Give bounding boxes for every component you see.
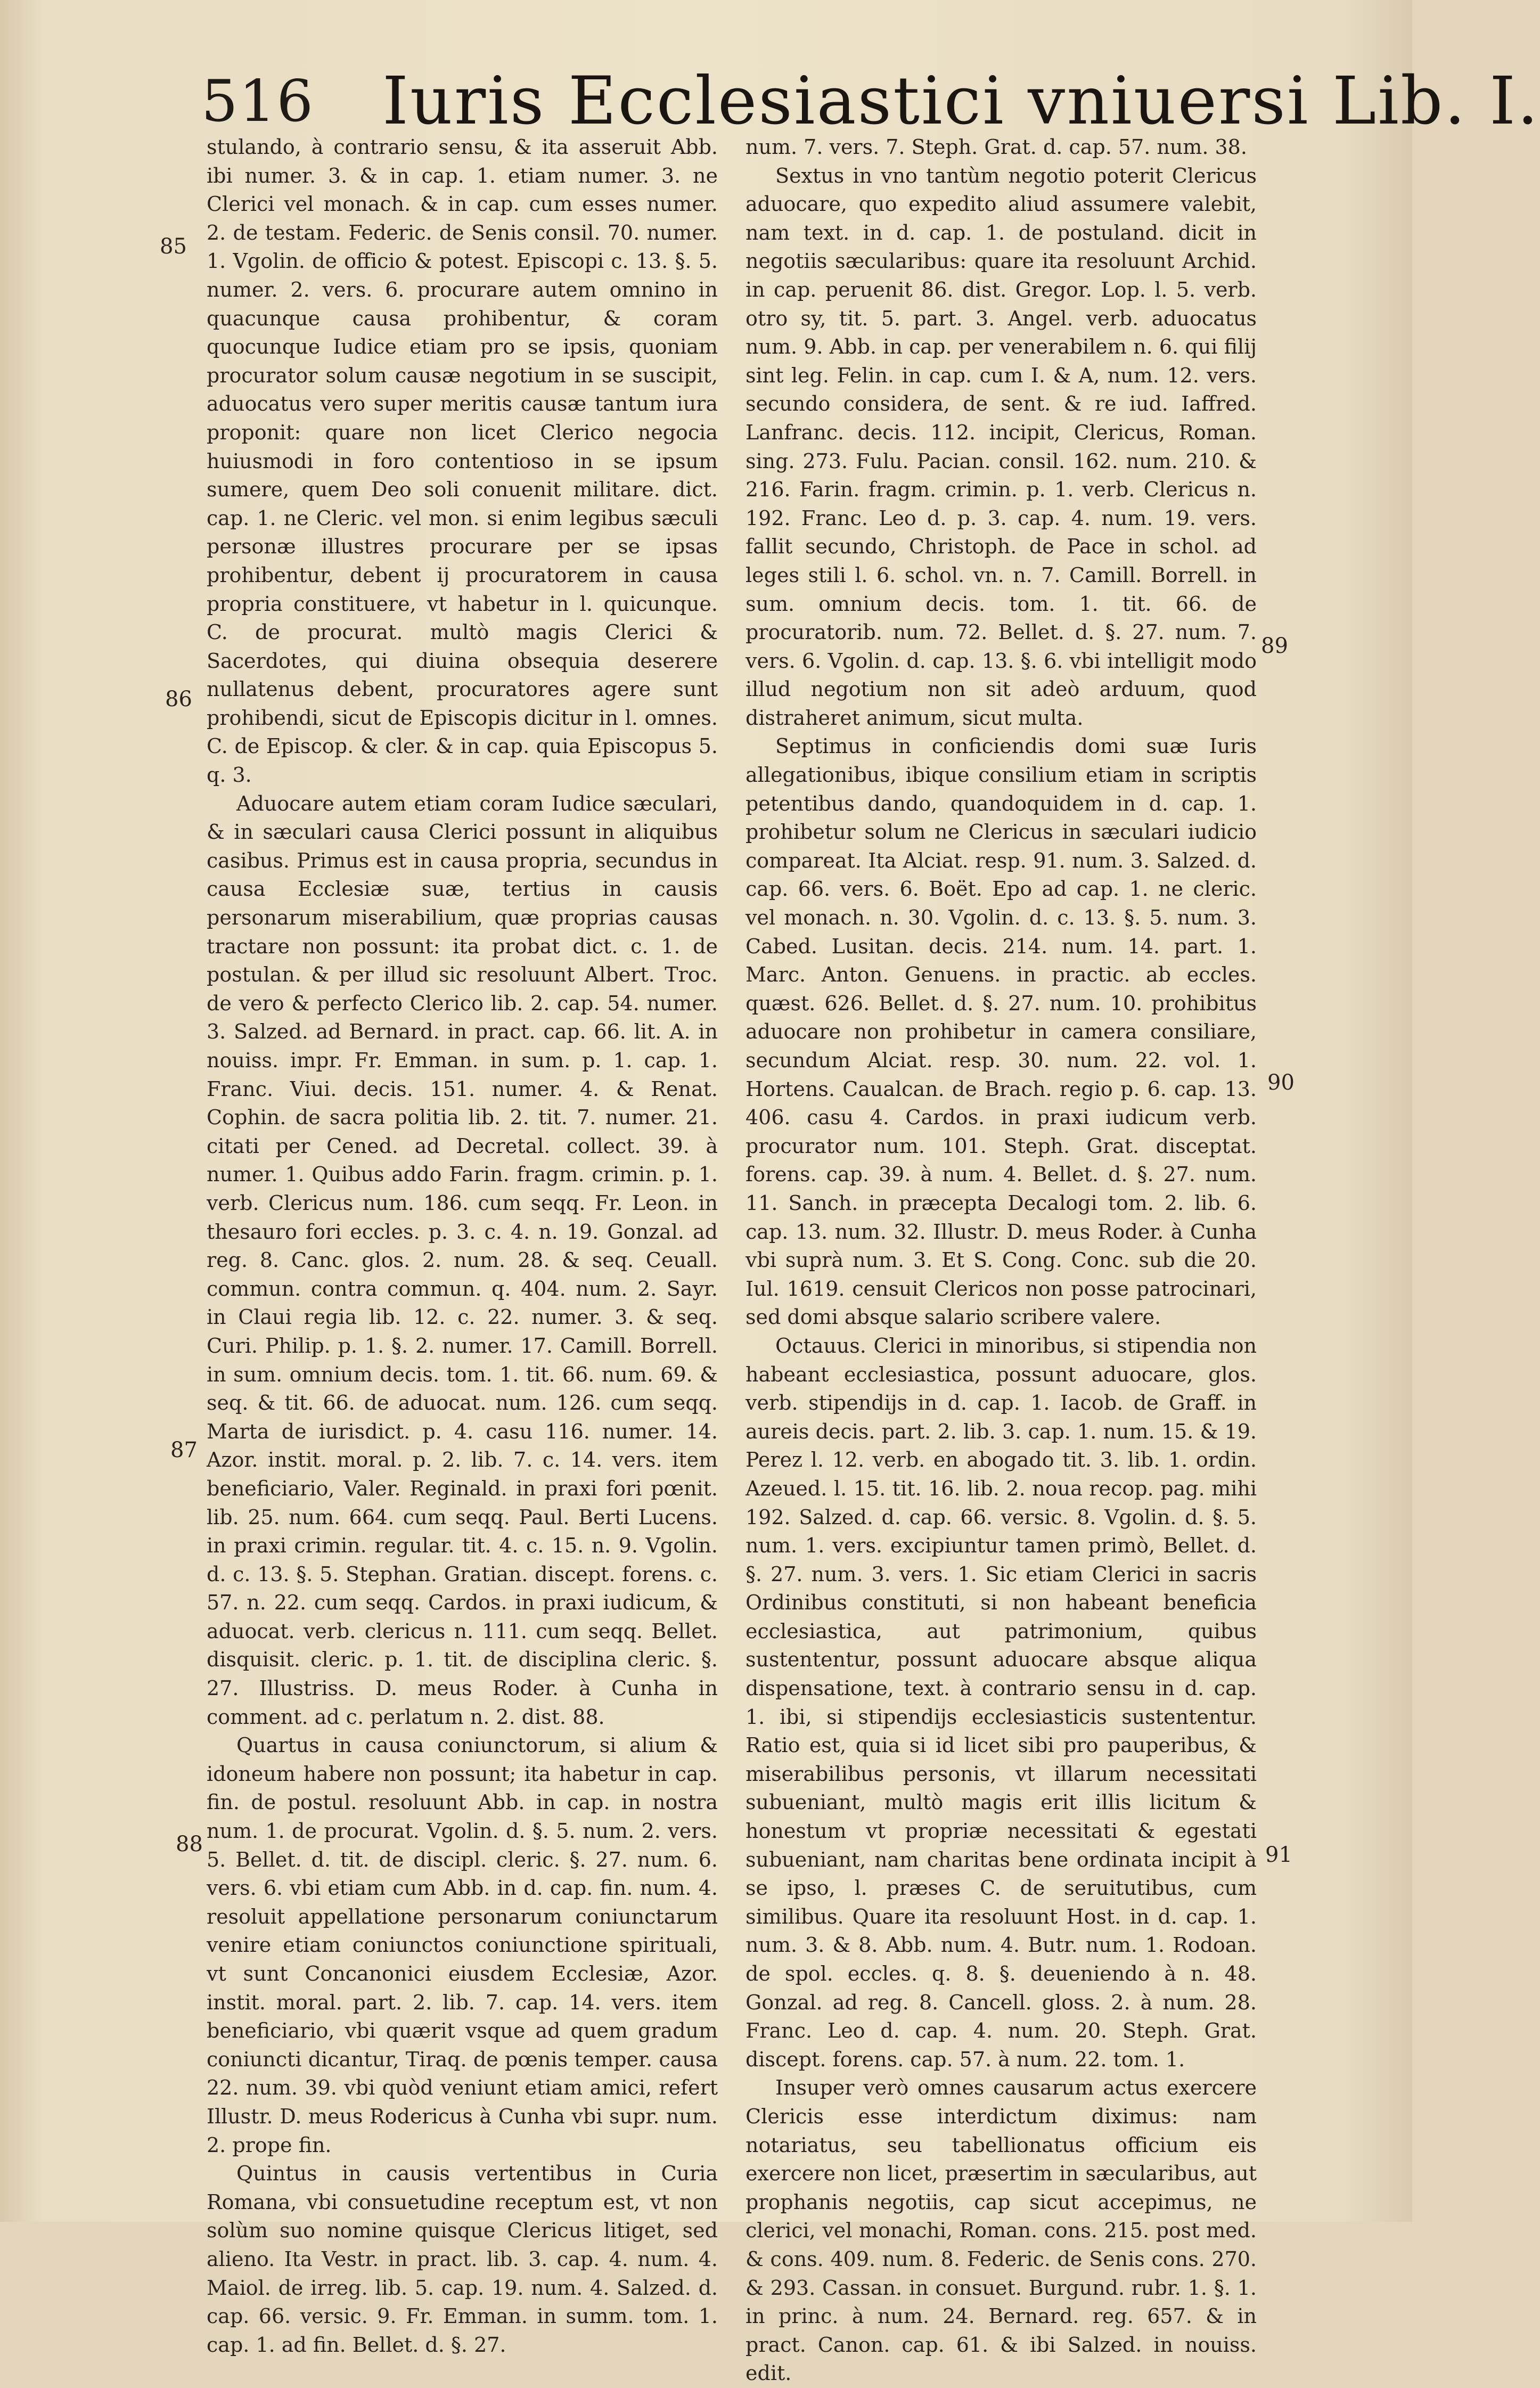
right-paragraph-5: Insuper verò omnes causarum actus exercere Clericis esse interdictum diximus: nam notariatus, seu tabellionatus officium eis exercere non licet, præsertim in sæcularibus, aut prophanis negotiis, cap sicut accepimus, ne clerici, vel monachi, Roman. cons. 215. post med. & cons. 409. num. 8. Federic. de Senis cons. 270. & 293. Cassan. in consuet. Burgund. rubr. 1. §. 1. in princ. à num. 24. Bernard. reg. 657. & in pract. Canon. cap. 61. & ibi Salzed. in nouiss. edit.	[746, 2076, 1257, 2385]
right-paragraph-2: Sextus in vno tantùm negotio poterit Clericus aduocare, quo expedito aliud assumere valebit, nam text. in d. cap. 1. de postuland. dicit in negotiis sæcularibus: quare ita resoluunt Archid. in cap. peruenit 86. dist. Gregor. Lop. l. 5. verb. otro sy, tit. 5. part. 3. Angel. verb. aduocatus num. 9. Abb. in cap. per venerabilem n. 6. qui filij sint leg. Felin. in cap. cum I. & A, num. 12. vers. secundo considera, de sent. & re iud. Iaffred. Lanfranc. decis. 112. incipit, Clericus, Roman. sing. 273. Fulu. Pacian. consil. 162. num. 210. & 216. Farin. fragm. crimin. p. 1. verb. Clericus n. 192. Franc. Leo d. p. 3. cap. 4. num. 19. vers. fallit secundo, Christoph. de Pace in schol. ad leges stili l. 6. schol. vn. n. 7. Camill. Borrell. in sum. omnium decis. tom. 1. tit. 66. de procuratorib. num. 72. Bellet. d. §. 27. num. 7. vers. 6. Vgolin. d. cap. 13. §. 6. vbi intelligit modo illud negotium non sit adeò arduum, quod distraheret animum, sicut multa.	[746, 163, 1257, 730]
left-paragraph-1: stulando, à contrario sensu, & ita asseruit Abb. ibi numer. 3. & in cap. 1. etiam numer. 3. ne Clerici vel monach. & in cap. cum esses numer. 2. de testam. Federic. de Senis consil. 70. numer. 1. Vgolin. de officio & potest. Episcopi c. 13. §. 5. numer. 2. vers. 6. procurare autem omnino in quacunque causa prohibentur, & coram quocunque Iudice etiam pro se ipsis, quoniam procurator solum causæ negotium in se suscipit, aduocatus vero super meritis causæ tantum iura proponit: quare non licet Clerico negocia huiusmodi in foro contentioso in se ipsum sumere, quem Deo soli conuenit militare. dict. cap. 1. ne Cleric. vel mon. si enim legibus sæculi personæ illustres procurare per se ipsas prohibentur, debent ij procuratorem in causa propria constituere, vt habetur in l. quicunque. C. de procurat. multò magis Clerici & Sacerdotes, qui diuina obsequia deserere nullatenus debent, procuratores agere sunt prohibendi, sicut de Episcopis dicitur in l. omnes. C. de Episcop. & cler. & in cap. quia Episcopus 5. q. 3.	[207, 135, 718, 787]
left-paragraph-4: Quintus in causis vertentibus in Curia Romana, vbi consuetudine receptum est, vt non solùm suo nomine quisque Clericus litiget, sed alieno. Ita Vestr. in pract. lib. 3. cap. 4. num. 4. Maiol. de irreg. lib. 5. cap. 19. num. 4. Salzed. d. cap. 66. versic. 9. Fr. Emman. in summ. tom. 1. cap. 1. ad fin. Bellet. d. §. 27.	[207, 2162, 718, 2357]
right-column	[746, 133, 1257, 2388]
margin-number-86: 86	[165, 687, 192, 712]
margin-number-90: 90	[1267, 1070, 1295, 1095]
right-paragraph-1: num. 7. vers. 7. Steph. Grat. d. cap. 57. num. 38.	[746, 135, 1247, 159]
margin-number-91: 91	[1265, 1843, 1292, 1867]
page-header	[201, 63, 1540, 143]
margin-number-88: 88	[176, 1832, 203, 1857]
left-column	[207, 133, 718, 2359]
left-paragraph-2: Aduocare autem etiam coram Iudice sæculari, & in sæculari causa Clerici possunt in aliquibus casibus. Primus est in causa propria, secundus in causa Ecclesiæ suæ, tertius in causis personarum miserabilium, quæ proprias causas tractare non possunt: ita probat dict. c. 1. de postulan. & per illud sic resoluunt Albert. Troc. de vero & perfecto Clerico lib. 2. cap. 54. numer. 3. Salzed. ad Bernard. in pract. cap. 66. lit. A. in nouiss. impr. Fr. Emman. in sum. p. 1. cap. 1. Franc. Viui. decis. 151. numer. 4. & Renat. Cophin. de sacra politia lib. 2. tit. 7. numer. 21. citati per Cened. ad Decretal. collect. 39. à numer. 1. Quibus addo Farin. fragm. crimin. p. 1. verb. Clericus num. 186. cum seqq. Fr. Leon. in thesauro fori eccles. p. 3. c. 4. n. 19. Gonzal. ad reg. 8. Canc. glos. 2. num. 28. & seq. Ceuall. commun. contra commun. q. 404. num. 2. Sayr. in Claui regia lib. 12. c. 22. numer. 3. & seq. Curi. Philip. p. 1. §. 2. numer. 17. Camill. Borrell. in sum. omnium decis. tom. 1. tit. 66. num. 69. & seq. & tit. 66. de aduocat. num. 126. cum seqq. Marta de iurisdict. p. 4. casu 116. numer. 14. Azor. instit. moral. p. 2. lib. 7. c. 14. vers. item beneficiario, Valer. Reginald. in praxi fori pœnit. lib. 25. num. 664. cum seqq. Paul. Berti Lucens. in praxi crimin. regular. tit. 4. c. 15. n. 9. Vgolin. d. c. 13. §. 5. Stephan. Gratian. discept. forens. c. 57. n. 22. cum seqq. Cardos. in praxi iudicum, & aduocat. verb. clericus n. 111. cum seqq. Bellet. disquisit. cleric. p. 1. tit. de disciplina cleric. §. 27. Illustriss. D. meus Roder. à Cunha in comment. ad c. perlatum n. 2. dist. 88.	[207, 791, 718, 1729]
running-title: Iuris Ecclesiastici vniuersi Lib. I.	[382, 63, 1540, 140]
page-number: 516	[201, 68, 315, 135]
right-paragraph-4: Octauus. Clerici in minoribus, si stipendia non habeant ecclesiastica, possunt aduocare, glos. verb. stipendijs in d. cap. 1. Iacob. de Graff. in aureis decis. part. 2. lib. 3. cap. 1. num. 15. & 19. Perez l. 12. verb. en abogado tit. 3. lib. 1. ordin. Azeued. l. 15. tit. 16. lib. 2. noua recop. pag. mihi 192. Salzed. d. cap. 66. versic. 8. Vgolin. d. §. 5. num. 1. vers. excipiuntur tamen primò, Bellet. d. §. 27. num. 3. vers. 1. Sic etiam Clerici in sacris Ordinibus constituti, si non habeant beneficia ecclesiastica, aut patrimonium, quibus sustententur, possunt aduocare absque aliqua dispensatione, text. à contrario sensu in d. cap. 1. ibi, si stipendijs ecclesiasticis sustententur. Ratio est, quia si id licet sibi pro pauperibus, & miserabilibus personis, vt illarum necessitati subueniant, multò magis erit illis licitum & honestum vt propriæ necessitati & egestati subueniant, nam charitas bene ordinata incipit à se ipso, l. præses C. de seruitutibus, cum similibus. Quare ita resoluunt Host. in d. cap. 1. num. 3. & 8. Abb. num. 4. Butr. num. 1. Rodoan. de spol. eccles. q. 8. §. deueniendo à n. 48. Gonzal. ad reg. 8. Cancell. gloss. 2. à num. 28. Franc. Leo d. cap. 4. num. 20. Steph. Grat. discept. forens. cap. 57. à num. 22. tom. 1.	[746, 1334, 1257, 2071]
right-paragraph-3: Septimus in conficiendis domi suæ Iuris allegationibus, ibique consilium etiam in scriptis petentibus dando, quandoquidem in d. cap. 1. prohibetur solum ne Clericus in sæculari iudicio compareat. Ita Alciat. resp. 91. num. 3. Salzed. d. cap. 66. vers. 6. Boët. Epo ad cap. 1. ne cleric. vel monach. n. 30. Vgolin. d. c. 13. §. 5. num. 3. Cabed. Lusitan. decis. 214. num. 14. part. 1. Marc. Anton. Genuens. in practic. ab eccles. quæst. 626. Bellet. d. §. 27. num. 10. prohibitus aduocare non prohibetur in camera consiliare, secundum Alciat. resp. 30. num. 22. vol. 1. Hortens. Caualcan. de Brach. regio p. 6. cap. 13. 406. casu 4. Cardos. in praxi iudicum verb. procurator num. 101. Steph. Grat. disceptat. forens. cap. 39. à num. 4. Bellet. d. §. 27. num. 11. Sanch. in præcepta Decalogi tom. 2. lib. 6. cap. 13. num. 32. Illustr. D. meus Roder. à Cunha vbi suprà num. 3. Et S. Cong. Conc. sub die 20. Iul. 1619. censuit Clericos non posse patrocinari, sed domi absque salario scribere valere.	[746, 734, 1257, 1329]
margin-number-85: 85	[160, 234, 187, 259]
left-paragraph-3: Quartus in causa coniunctorum, si alium & idoneum habere non possunt; ita habetur in cap. fin. de postul. resoluunt Abb. in cap. in nostra num. 1. de procurat. Vgolin. d. §. 5. num. 2. vers. 5. Bellet. d. tit. de discipl. cleric. §. 27. num. 6. vers. 6. vbi etiam cum Abb. in d. cap. fin. num. 4. resoluit appellatione personarum coniunctarum venire etiam coniunctos coniunctione spirituali, vt sunt Concanonici eiusdem Ecclesiæ, Azor. instit. moral. part. 2. lib. 7. cap. 14. vers. item beneficiario, vbi quærit vsque ad quem gradum coniuncti dicantur, Tiraq. de pœnis temper. causa 22. num. 39. vbi quòd veniunt etiam amici, refert Illustr. D. meus Rodericus à Cunha vbi supr. num. 2. prope fin.	[207, 1733, 718, 2157]
margin-number-89: 89	[1261, 634, 1288, 658]
margin-number-87: 87	[170, 1438, 198, 1462]
